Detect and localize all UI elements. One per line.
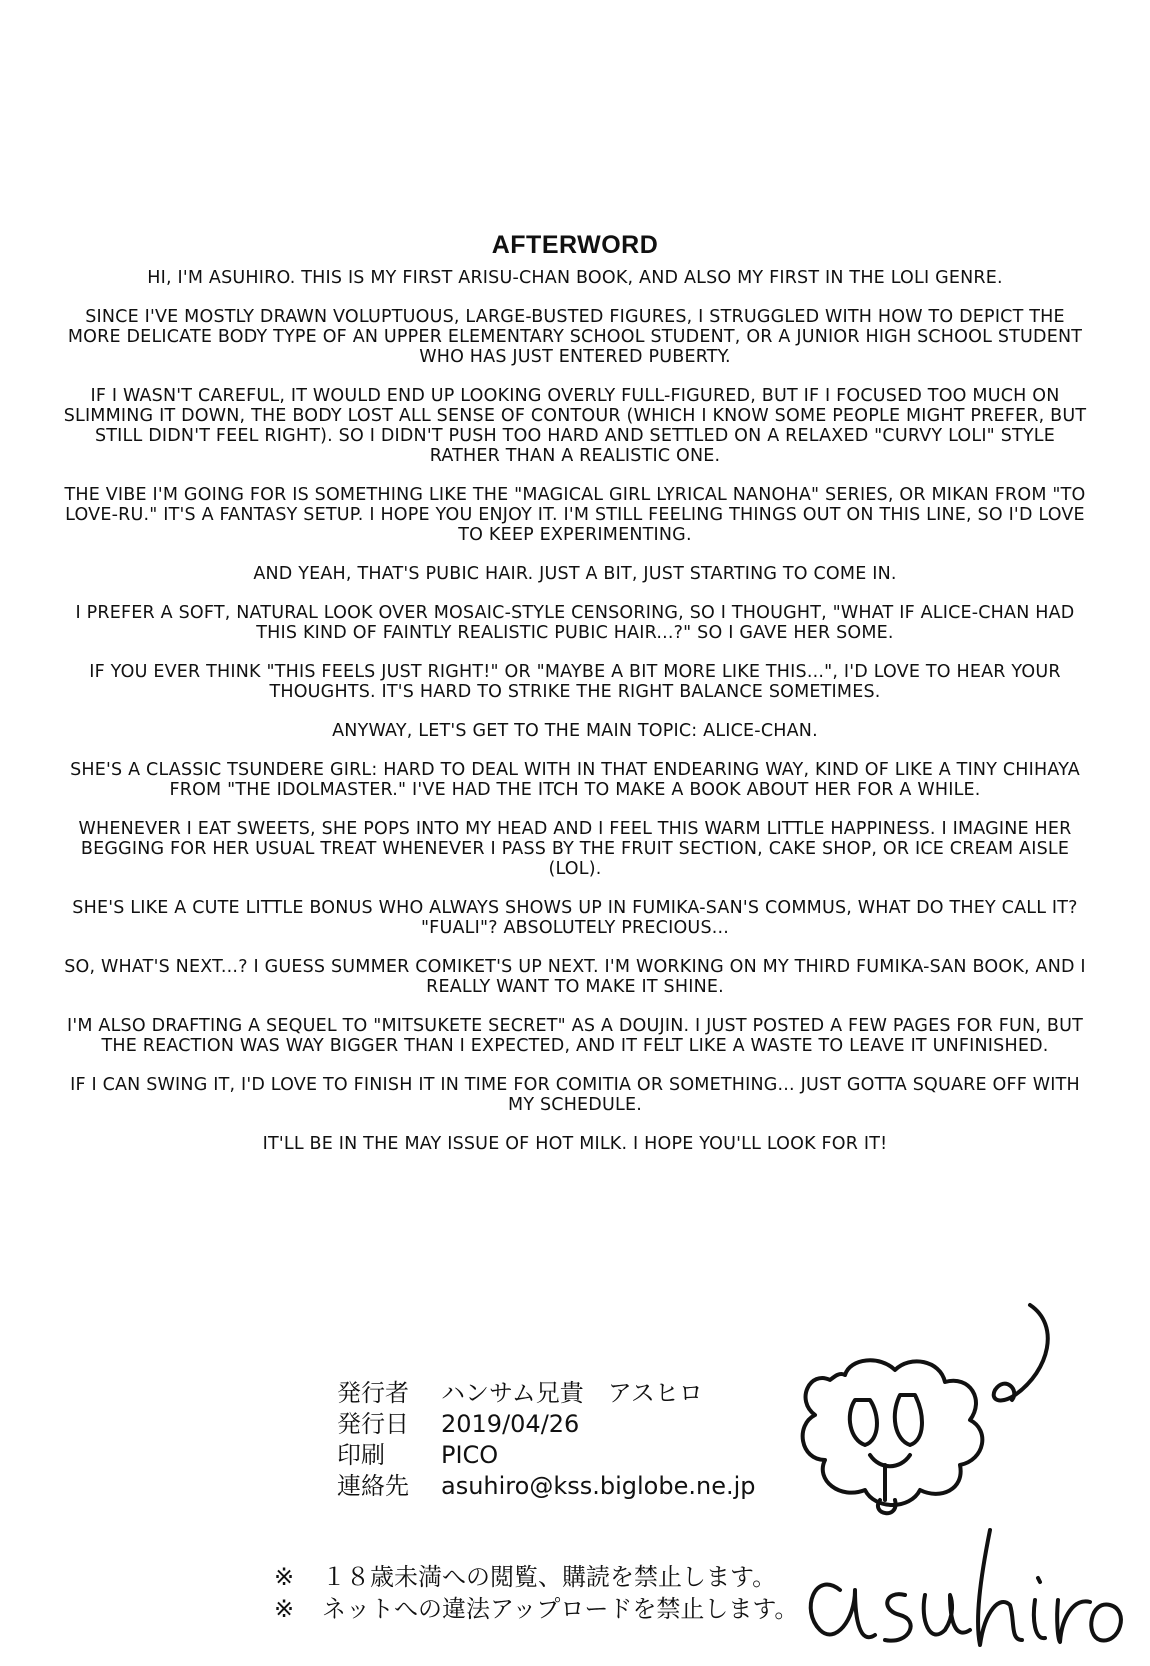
afterword-paragraph: I PREFER A SOFT, NATURAL LOOK OVER MOSAIC-STYLE CENSORING, SO I THOUGHT, "WHAT IF ALICE-CHAN HAD THIS KIND OF FAINTLY REALISTIC PUBIC HAIR...?" SO I GAVE HER SOME. [75, 603, 1075, 643]
afterword-title: AFTERWORD [491, 231, 659, 259]
afterword-paragraph: AND YEAH, THAT'S PUBIC HAIR. JUST A BIT, JUST STARTING TO COME IN. [253, 564, 897, 584]
afterword-paragraph: SHE'S A CLASSIC TSUNDERE GIRL: HARD TO DEAL WITH IN THAT ENDEARING WAY, KIND OF LIKE A TINY CHIHAYA FROM "THE IDOLMASTER." I'VE HAD THE ITCH TO MAKE A BOOK ABOUT HER FOR A WHILE. [70, 760, 1080, 800]
note-mark: ※ [274, 1563, 295, 1591]
colophon-label: 発行者 [337, 1379, 409, 1407]
afterword-section [60, 230, 1090, 1173]
signature-drawing [800, 1300, 1130, 1660]
note-text: ネットへの違法アップロードを禁止します。 [322, 1595, 799, 1623]
signature-eye-left [850, 1400, 877, 1445]
afterword-paragraph: SO, WHAT'S NEXT...? I GUESS SUMMER COMIKET'S UP NEXT. I'M WORKING ON MY THIRD FUMIKA-SAN BOOK, AND I REALLY WANT TO MAKE IT SHINE. [64, 957, 1086, 997]
legal-note [274, 1561, 798, 1593]
signature-letter-r [1057, 1600, 1090, 1642]
afterword-paragraph: IF YOU EVER THINK "THIS FEELS JUST RIGHT!" OR "MAYBE A BIT MORE LIKE THIS...", I'D LOVE TO HEAR YOUR THOUGHTS. IT'S HARD TO STRIKE THE RIGHT BALANCE SOMETIMES. [89, 662, 1061, 702]
signature-letter-s [885, 1594, 911, 1640]
afterword-paragraph: I'M ALSO DRAFTING A SEQUEL TO "MITSUKETE SECRET" AS A DOUJIN. I JUST POSTED A FEW PAGES FOR FUN, BUT THE REACTION WAS WAY BIGGER THAN I EXPECTED, AND IT FELT LIKE A WASTE TO LEAVE IT UNFINISHED. [67, 1016, 1083, 1056]
note-text: １８歳未満への閲覧、購読を禁止します。 [322, 1563, 777, 1591]
colophon-label: 連絡先 [337, 1472, 409, 1500]
colophon-value: asuhiro@kss.biglobe.ne.jp [441, 1472, 756, 1500]
signature-letter-o [1091, 1605, 1121, 1641]
afterword-paragraph: IF I CAN SWING IT, I'D LOVE TO FINISH IT IN TIME FOR COMITIA OR SOMETHING... JUST GOTTA SQUARE OFF WITH MY SCHEDULE. [70, 1075, 1080, 1115]
afterword-paragraph: THE VIBE I'M GOING FOR IS SOMETHING LIKE THE "MAGICAL GIRL LYRICAL NANOHA" SERIES, OR MIKAN FROM "TO LOVE-RU." IT'S A FANTASY SETUP. I HOPE YOU ENJOY IT. I'M STILL FEELING THINGS OUT ON THIS LINE, SO I'D LOVE TO KEEP EXPERIMENTING. [64, 485, 1086, 545]
signature-letter-i [1034, 1578, 1045, 1638]
colophon-row-date [337, 1409, 755, 1440]
afterword-paragraph: HI, I'M ASUHIRO. THIS IS MY FIRST ARISU-CHAN BOOK, AND ALSO MY FIRST IN THE LOLI GENRE. [147, 268, 1003, 288]
signature-letter-a [811, 1585, 875, 1638]
colophon-label: 印刷 [337, 1441, 385, 1469]
colophon-row-printer [337, 1440, 755, 1471]
signature-mouth [870, 1455, 910, 1466]
colophon-row-contact [337, 1471, 755, 1502]
afterword-paragraph: WHENEVER I EAT SWEETS, SHE POPS INTO MY HEAD AND I FEEL THIS WARM LITTLE HAPPINESS. I IMAGINE HER BEGGING FOR HER USUAL TREAT WHENEVER I PASS BY THE FRUIT SECTION, CAKE SHOP, OR ICE CREAM AISLE (LOL). [78, 819, 1072, 879]
signature-letter-h [978, 1530, 1022, 1645]
colophon-value: ハンサム兄貴 アスヒロ [441, 1379, 703, 1407]
afterword-paragraph: IT'LL BE IN THE MAY ISSUE OF HOT MILK. I HOPE YOU'LL LOOK FOR IT! [262, 1134, 888, 1154]
note-mark: ※ [274, 1595, 295, 1623]
afterword-paragraph: SINCE I'VE MOSTLY DRAWN VOLUPTUOUS, LARGE-BUSTED FIGURES, I STRUGGLED WITH HOW TO DEPICT THE MORE DELICATE BODY TYPE OF AN UPPER ELEMENTARY SCHOOL STUDENT, OR A JUNIOR HIGH SCHOOL STUDENT WHO HAS JUST ENTERED PUBERTY. [67, 307, 1083, 367]
afterword-paragraph: IF I WASN'T CAREFUL, IT WOULD END UP LOOKING OVERLY FULL-FIGURED, BUT IF I FOCUSED TOO MUCH ON SLIMMING IT DOWN, THE BODY LOST ALL SENSE OF CONTOUR (WHICH I KNOW SOME PEOPLE MIGHT PREFER, BUT STILL DIDN'T FEEL RIGHT). SO I DIDN'T PUSH TOO HARD AND SETTLED ON A RELAXED "CURVY LOLI" STYLE RATHER THAN A REALISTIC ONE. [63, 386, 1087, 466]
legal-notes [274, 1561, 798, 1625]
colophon-label: 発行日 [337, 1410, 409, 1438]
signature-letter-u [924, 1595, 970, 1635]
signature-curl-stroke [994, 1305, 1048, 1400]
colophon-value: PICO [441, 1441, 499, 1469]
afterword-paragraph: SHE'S LIKE A CUTE LITTLE BONUS WHO ALWAYS SHOWS UP IN FUMIKA-SAN'S COMMUS, WHAT DO THEY CALL IT? "FUALI"? ABSOLUTELY PRECIOUS... [72, 898, 1078, 938]
legal-note [274, 1593, 798, 1625]
afterword-paragraph: ANYWAY, LET'S GET TO THE MAIN TOPIC: ALICE-CHAN. [332, 721, 818, 741]
colophon-row-publisher [337, 1378, 755, 1409]
colophon [337, 1378, 755, 1502]
signature-face-outline [803, 1360, 983, 1505]
signature-eye-right [895, 1395, 922, 1445]
colophon-value: 2019/04/26 [441, 1410, 580, 1438]
